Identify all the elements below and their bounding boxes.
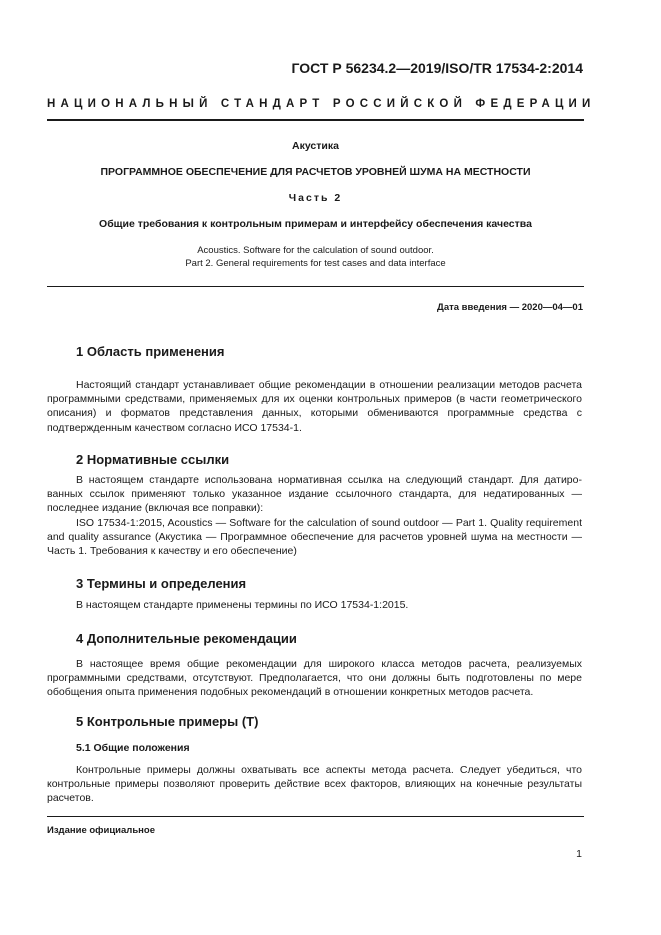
subtitle: Общие требования к контрольным примерам и интерфейсу обеспечения качества [99, 218, 532, 230]
section-4-heading: 4 Дополнительные рекомендации [76, 631, 297, 646]
top-divider [47, 119, 584, 121]
english-title-line-2: Part 2. General requirements for test cases and data interface [185, 258, 446, 269]
english-title-line-1: Acoustics. Software for the calculation of sound outdoor. [197, 245, 434, 256]
section-5-1-paragraph: Контрольные примеры должны охватывать все аспекты метода расчета. Следует убедиться, что контрольные примеры позволяют проверить действие всех факторов, влияющих на конечные результаты расчетов. [47, 764, 582, 805]
section-5-heading: 5 Контрольные примеры (Т) [76, 714, 259, 729]
section-4-paragraph: В настоящее время общие рекомендации для широкого класса методов расчета, реализуемых программными средствами, отсутствуют. Предполагается, что они должны быть подготовлены по мере обобщения опыта применения подобных рекомендаций в отношении конкретных методов расчета. [47, 658, 582, 699]
section-5-1-heading: 5.1 Общие положения [76, 742, 190, 754]
standard-designation: ГОСТ Р 56234.2—2019/ISO/TR 17534-2:2014 [291, 60, 583, 76]
section-2-heading: 2 Нормативные ссылки [76, 452, 230, 467]
section-1-heading: 1 Область применения [76, 344, 225, 359]
footer-divider [47, 816, 584, 817]
introduction-date: Дата введения — 2020—04—01 [437, 302, 583, 313]
official-edition-label: Издание официальное [47, 825, 155, 836]
section-3-paragraph: В настоящем стандарте применены термины по ИСО 17534-1:2015. [76, 599, 409, 611]
page-number: 1 [576, 848, 582, 860]
section-3-heading: 3 Термины и определения [76, 576, 247, 591]
title-divider [47, 286, 584, 287]
section-2-paragraph-1: В настоящем стандарте использована нормативная ссылка на следующий стандарт. Для датированных ссылок применяют только указанное издание ссылочного стандарта, для недатированных — последнее издание (включая все поправки): [47, 474, 582, 515]
national-standard-banner: НАЦИОНАЛЬНЫЙ СТАНДАРТ РОССИЙСКОЙ ФЕДЕРАЦИИ [47, 98, 596, 110]
main-title: ПРОГРАММНОЕ ОБЕСПЕЧЕНИЕ ДЛЯ РАСЧЕТОВ УРОВНЕЙ ШУМА НА МЕСТНОСТИ [100, 166, 531, 178]
section-2-reference: ISO 17534-1:2015, Acoustics — Software for the calculation of sound outdoor — Part 1. Quality requirement and quality assurance (Акустика — Программное обеспечение для расчетов уровней шума на местности — Часть 1. Требования к качеству и его обеспечение) [47, 517, 582, 558]
part-title: Часть 2 [288, 192, 343, 204]
field-title: Акустика [292, 140, 339, 152]
section-1-paragraph: Настоящий стандарт устанавливает общие рекомендации в отношении реализации методов расчета программными средствами, применяемых для их оценки контрольных примеров (в части геометрического описания) и форматов представления данных, которыми обмениваются программные средства с подтвержденным качеством согласно ИСО 17534-1. [47, 379, 582, 434]
english-title [47, 244, 584, 270]
